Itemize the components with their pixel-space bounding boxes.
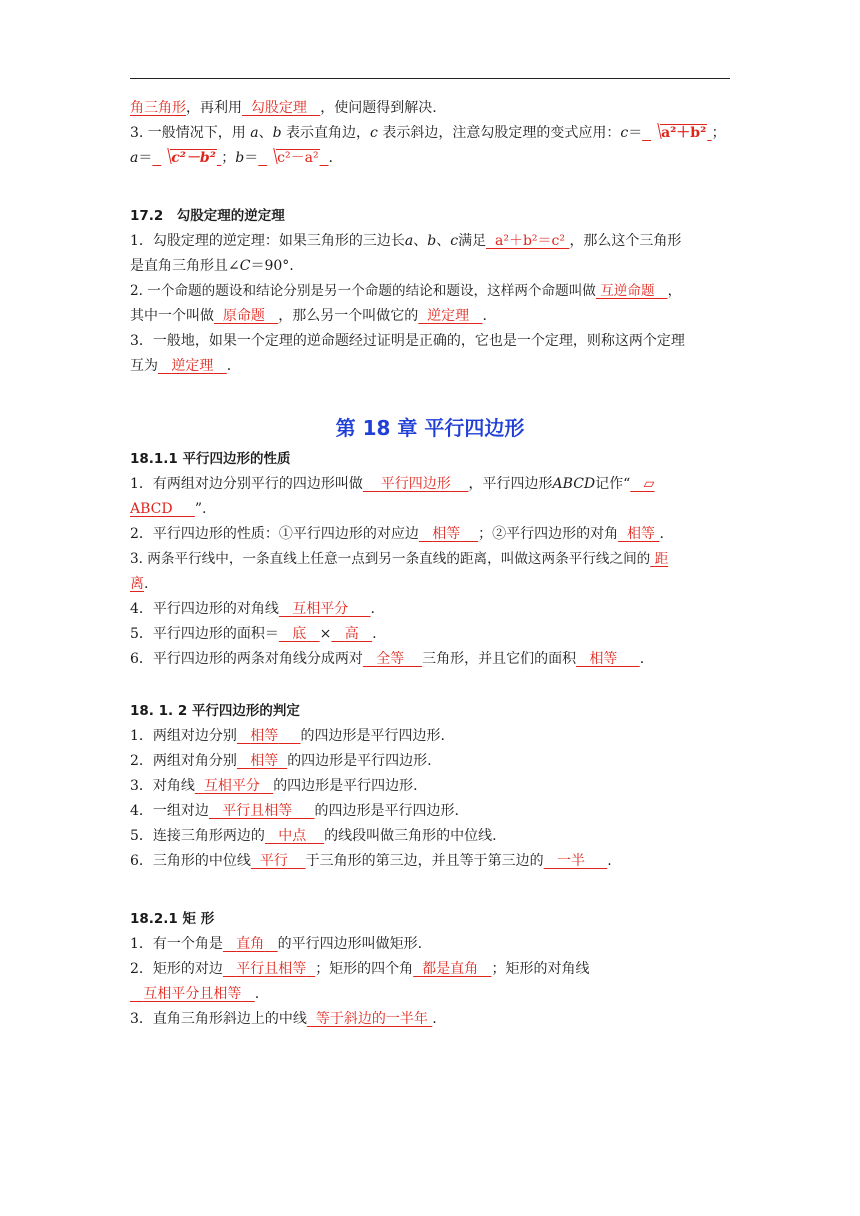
- content: [130, 96, 730, 1032]
- s172-item-3-cont: 互为 逆定理 .: [130, 358, 232, 374]
- s1811-item-3-cont: 离.: [130, 576, 149, 592]
- s1811-item-6: 6．平行四边形的两条对角线分成两对 全等 三角形，并且它们的面积 相等 .: [130, 651, 645, 667]
- answer-blank: 原命题: [222, 308, 265, 324]
- answer-blank: 逆定理: [427, 308, 470, 324]
- answer-blank: 底: [292, 626, 307, 642]
- s1811-item-5: 5．平行四边形的面积＝ 底 × 高 .: [130, 626, 377, 642]
- s1812-item-3: 3．对角线 互相平分 的四边形是平行四边形.: [130, 778, 418, 794]
- answer-blank: 平行四边形: [380, 476, 451, 492]
- chapter-title: 第 18 章 平行四边形: [335, 416, 525, 440]
- s1812-item-6: 6．三角形的中位线 平行 于三角形的第三边，并且等于第三边的 一半 .: [130, 853, 612, 869]
- s1821-item-3: 3．直角三角形斜边上的中线 等于斜边的一半年 .: [130, 1011, 437, 1027]
- top-line-3: a＝ c²－b² ；b＝ c²－a² .: [130, 146, 730, 171]
- s1811-item-3: 3. 两条平行线中，一条直线上任意一点到另一条直线的距离，叫做这两条平行线之间的 距: [130, 551, 669, 567]
- answer-blank: 互逆命题: [600, 283, 655, 299]
- answer-blank: ABCD: [130, 501, 173, 517]
- answer-blank: 相等: [589, 651, 618, 667]
- answer-blank: 距: [654, 551, 669, 567]
- answer-blank: 相等: [432, 526, 461, 542]
- s172-item-2: 2. 一个命题的题设和结论分别是另一个命题的结论和题设，这样两个命题叫做 互逆命题 ，: [130, 283, 682, 299]
- parallelogram-symbol-icon: ▱: [643, 476, 655, 492]
- answer-blank: 等于斜边的一半年: [315, 1011, 428, 1027]
- s1821-item-1: 1．有一个角是 直角 的平行四边形叫做矩形.: [130, 936, 423, 952]
- answer-blank: a²＋b²＝c²: [494, 233, 565, 249]
- section-title-18-1-2: 18. 1. 2 平行四边形的判定: [130, 703, 300, 719]
- answer-blank: 一半: [557, 853, 585, 869]
- answer-blank: 互相平分: [292, 601, 349, 617]
- section-title-18-1-1: 18.1.1 平行四边形的性质: [130, 451, 291, 467]
- answer-blank: 相等: [626, 526, 655, 542]
- answer-blank: 互相平分且相等: [143, 986, 242, 1002]
- answer-blank: 中点: [278, 828, 307, 844]
- answer-blank: 平行且相等: [236, 961, 307, 977]
- answer-blank: 离: [130, 576, 144, 592]
- s1812-item-4: 4．一组对边 平行且相等 的四边形是平行四边形.: [130, 803, 459, 819]
- sqrt-formula: a²＋b²: [651, 121, 707, 146]
- s1821-item-2: 2．矩形的对边 平行且相等 ；矩形的四个角 都是直角 ；矩形的对角线: [130, 961, 590, 977]
- answer-blank: 勾股定理: [250, 100, 307, 116]
- s1812-item-1: 1．两组对边分别 相等 的四边形是平行四边形.: [130, 728, 445, 744]
- sqrt-formula: c²－a²: [267, 146, 319, 171]
- answer-blank: 互相平分: [203, 778, 260, 794]
- sqrt-formula: c²－b²: [161, 146, 217, 171]
- s172-item-1-cont: 是直角三角形且∠C＝90°.: [130, 258, 294, 274]
- answer-blank: 相等: [250, 728, 279, 744]
- s1811-item-1: 1．有两组对边分别平行的四边形叫做 平行四边形 ，平行四边形ABCD记作“ ▱: [130, 476, 655, 492]
- answer-blank: 高: [344, 626, 359, 642]
- answer-blank: 全等: [376, 651, 405, 667]
- s1812-item-5: 5．连接三角形两边的 中点 的线段叫做三角形的中位线.: [130, 828, 497, 844]
- answer-blank: 平行且相等: [222, 803, 293, 819]
- answer-blank: [642, 125, 711, 141]
- answer-blank: [258, 150, 328, 166]
- header-rule: [130, 78, 730, 79]
- s172-item-3: 3．一般地，如果一个定理的逆命题经过证明是正确的，它也是一个定理，则称这两个定理: [130, 333, 685, 349]
- answer-blank: 都是直角: [422, 961, 479, 977]
- answer-blank: 相等: [250, 753, 279, 769]
- top-line-1: 角三角形，再利用 勾股定理 ，使问题得到解决.: [130, 100, 437, 116]
- top-line-2: 3. 一般情况下，用 a、b 表示直角边，c 表示斜边，注意勾股定理的变式应用：c＝ a²＋b² ；: [130, 121, 730, 146]
- s1811-item-2: 2．平行四边形的性质：①平行四边形的对应边 相等 ；②平行四边形的对角 相等 .: [130, 526, 664, 542]
- answer-blank: 角三角形: [130, 100, 186, 116]
- s1811-item-1-cont: ABCD ”.: [130, 501, 207, 517]
- answer-blank: 平行: [259, 853, 288, 869]
- s1811-item-4: 4．平行四边形的对角线 互相平分 .: [130, 601, 375, 617]
- s1821-item-2-cont: 互相平分且相等 .: [130, 982, 730, 1007]
- section-title-18-2-1: 18.2.1 矩 形: [130, 911, 215, 927]
- s1812-item-2: 2．两组对角分别 相等 的四边形是平行四边形.: [130, 753, 432, 769]
- answer-blank: [152, 150, 221, 166]
- answer-blank: 逆定理: [171, 358, 214, 374]
- section-title-17-2: 17.2 勾股定理的逆定理: [130, 208, 285, 224]
- s172-item-1: 1．勾股定理的逆定理：如果三角形的三边长a、b、c满足 a²＋b²＝c² ，那么这个三角形: [130, 233, 682, 249]
- s172-item-2-cont: 其中一个叫做 原命题 ，那么另一个叫做它的 逆定理 .: [130, 308, 487, 324]
- answer-blank: 直角: [236, 936, 265, 952]
- answer-blank: [630, 476, 654, 492]
